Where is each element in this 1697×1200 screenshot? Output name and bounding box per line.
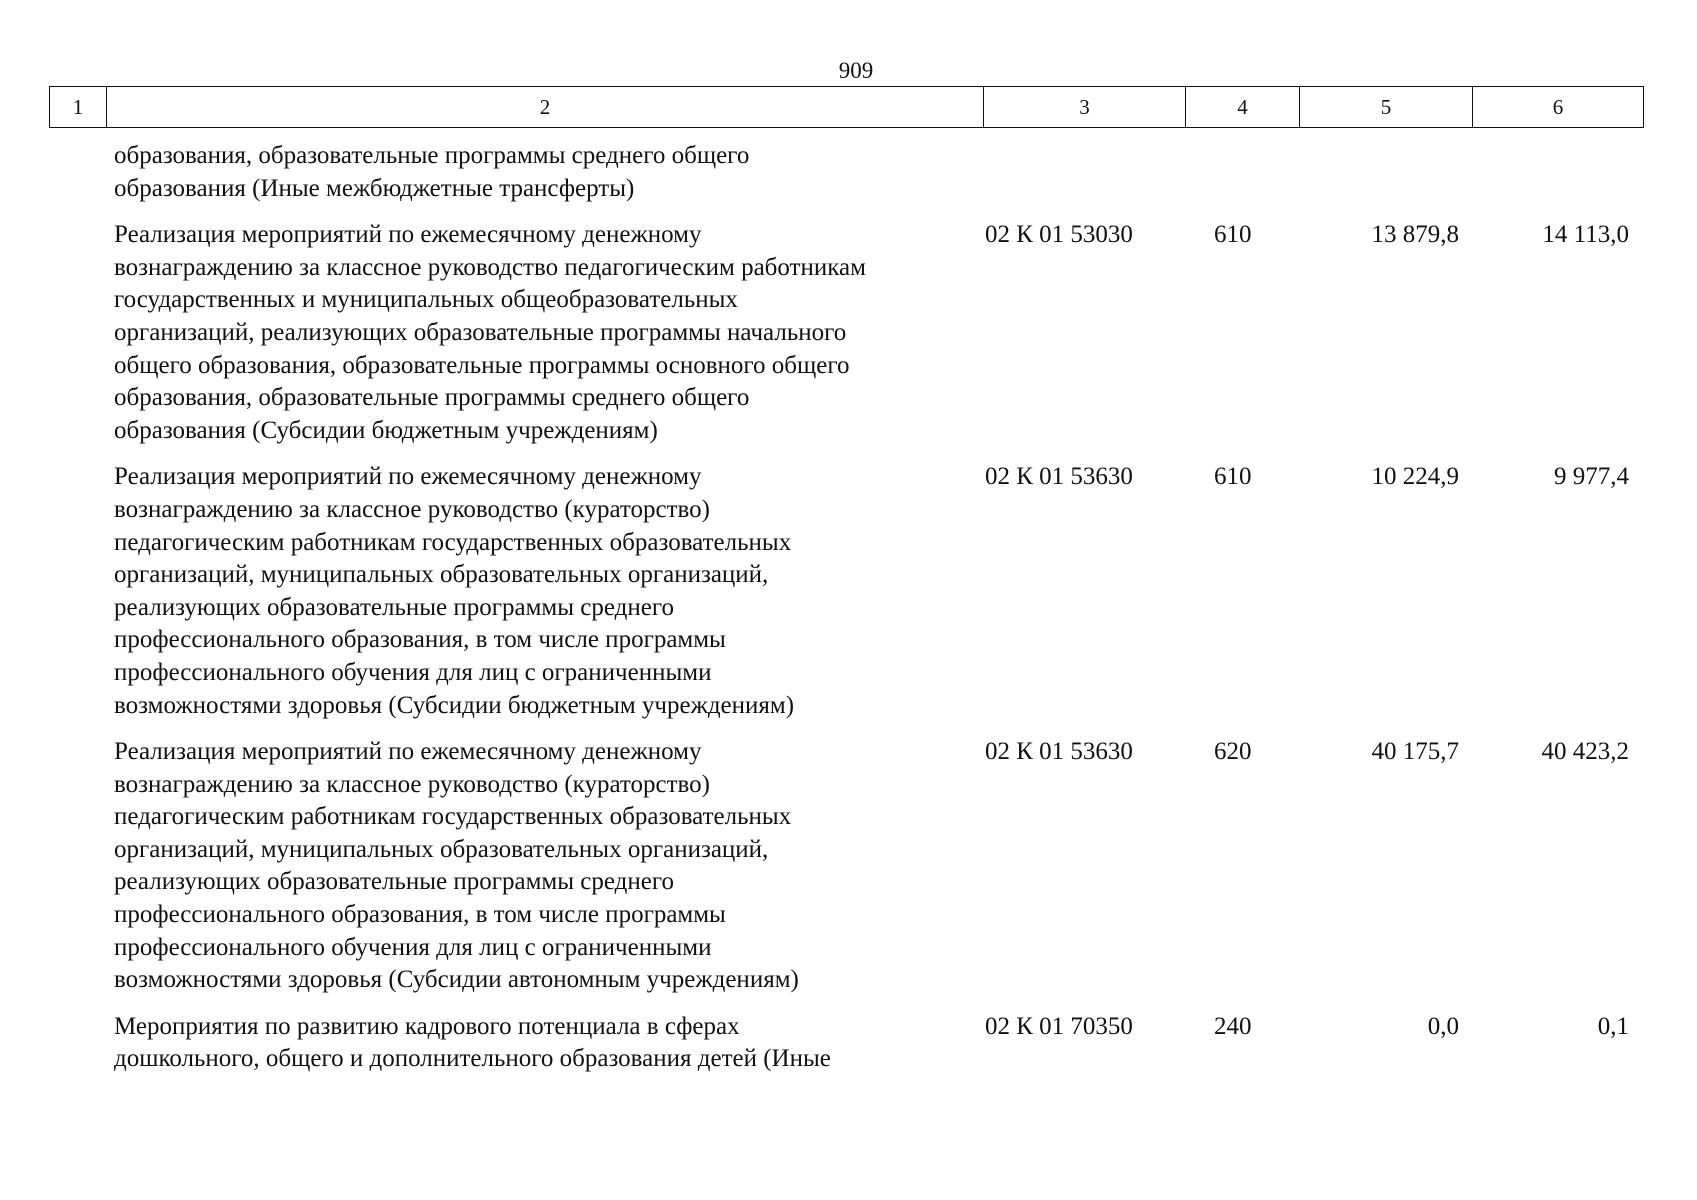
row-type: 240 — [1214, 1012, 1252, 1040]
table-row — [49, 461, 1643, 722]
table-row — [49, 140, 1643, 205]
row-type: 610 — [1214, 463, 1252, 491]
row-description: образования, образовательные программы среднего общего образования (Иные межбюджетные трансферты) — [114, 142, 750, 202]
row-code: 02 К 01 53630 — [985, 463, 1133, 491]
row-value-1: 10 224,9 — [1371, 463, 1459, 491]
table-row — [49, 219, 1643, 447]
row-code: 02 К 01 70350 — [985, 1012, 1133, 1040]
column-header-3: 3 — [984, 87, 1186, 128]
row-type: 620 — [1214, 738, 1252, 766]
table-body — [49, 140, 1643, 1090]
row-description: Реализация мероприятий по ежемесячному денежному вознаграждению за классное руководство педагогическим работникам государственных и муниципальных общеобразовательных организаций, реализующих образовательные программы начального общего образования, образовательные программы основного общего образования, образовательные программы среднего общего образования (Субсидии бюджетным учреждениям) — [114, 221, 866, 444]
row-description: Реализация мероприятий по ежемесячному денежному вознаграждению за классное руководство (кураторство) педагогическим работникам государственных образовательных организаций, муниципальных образовательных организаций, реализующих образовательные программы среднего профессионального образования, в том числе программы профессионального обучения для лиц с ограниченными возможностями здоровья (Субсидии автономным учреждениям) — [114, 738, 799, 994]
row-value-1: 13 879,8 — [1371, 221, 1459, 249]
row-description: Мероприятия по развитию кадрового потенциала в сферах дошкольного, общего и дополнительного образования детей (Иные — [114, 1012, 831, 1073]
row-value-2: 14 113,0 — [1542, 221, 1629, 249]
column-header-row — [50, 87, 1644, 128]
row-value-2: 40 423,2 — [1541, 738, 1629, 766]
row-code: 02 К 01 53630 — [985, 738, 1133, 766]
row-code: 02 К 01 53030 — [985, 221, 1133, 249]
table-row — [49, 1011, 1643, 1076]
row-value-2: 9 977,4 — [1554, 463, 1629, 491]
page-number: 909 — [838, 58, 874, 83]
row-value-1: 0,0 — [1427, 1012, 1459, 1040]
column-header-1: 1 — [50, 87, 107, 128]
column-header-6: 6 — [1473, 87, 1644, 128]
table-row — [49, 736, 1643, 997]
row-value-2: 0,1 — [1597, 1012, 1629, 1040]
row-description: Реализация мероприятий по ежемесячному денежному вознаграждению за классное руководство (кураторство) педагогическим работникам государственных образовательных организаций, муниципальных образовательных организаций, реализующих образовательные программы среднего профессионального образования, в том числе программы профессионального обучения для лиц с ограниченными возможностями здоровья (Субсидии бюджетным учреждениям) — [114, 463, 795, 719]
column-header-table — [49, 86, 1644, 128]
row-type: 610 — [1214, 221, 1252, 249]
column-header-2: 2 — [107, 87, 984, 128]
column-header-4: 4 — [1186, 87, 1300, 128]
column-header-5: 5 — [1300, 87, 1473, 128]
row-value-1: 40 175,7 — [1371, 738, 1459, 766]
